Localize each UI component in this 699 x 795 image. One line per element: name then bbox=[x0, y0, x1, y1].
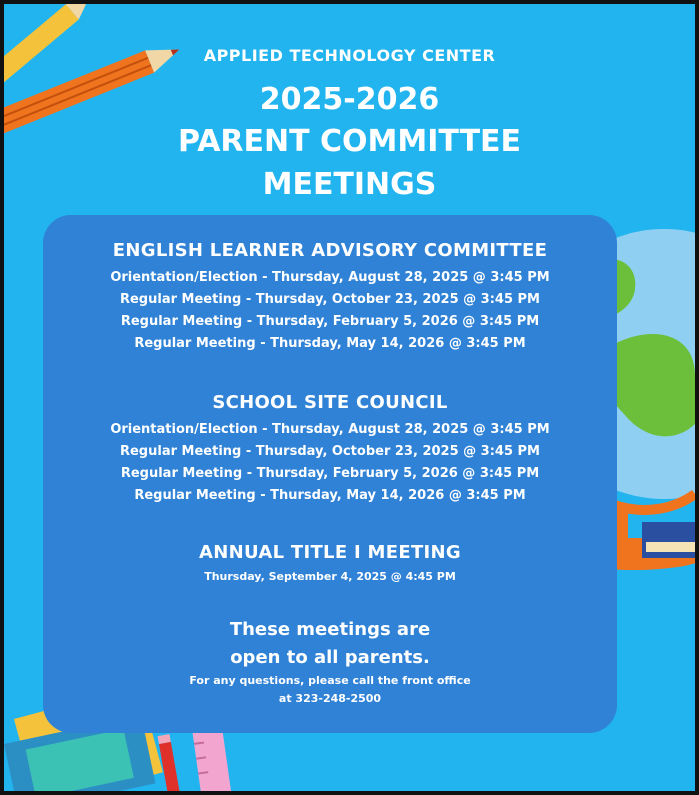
open-notice-line1: These meetings are bbox=[229, 619, 431, 640]
section-heading: SCHOOL SITE COUNCIL bbox=[212, 392, 448, 413]
page-title: PARENT COMMITTEE bbox=[177, 124, 522, 159]
section-heading: ANNUAL TITLE I MEETING bbox=[199, 542, 461, 563]
title-one-section bbox=[43, 542, 617, 585]
meeting-item: Regular Meeting - Thursday, May 14, 2026 @ 3:45 PM bbox=[134, 488, 526, 503]
meeting-item: Regular Meeting - Thursday, February 5, 2026 @ 3:45 PM bbox=[120, 314, 540, 329]
contact-phone: at 323-248-2500 bbox=[278, 692, 382, 705]
meeting-item: Regular Meeting - Thursday, February 5, 2026 @ 3:45 PM bbox=[120, 466, 540, 481]
contact-line1: For any questions, please call the front office bbox=[189, 674, 471, 687]
ssc-section bbox=[43, 392, 617, 507]
section-heading: ENGLISH LEARNER ADVISORY COMMITTEE bbox=[112, 240, 548, 261]
organization-name: APPLIED TECHNOLOGY CENTER bbox=[203, 46, 496, 65]
page-title-continued: MEETINGS bbox=[262, 167, 437, 202]
meeting-item: Thursday, September 4, 2025 @ 4:45 PM bbox=[204, 570, 456, 583]
meeting-item: Orientation/Election - Thursday, August 28, 2025 @ 3:45 PM bbox=[110, 270, 550, 285]
meeting-item: Regular Meeting - Thursday, May 14, 2026 @ 3:45 PM bbox=[134, 336, 526, 351]
open-notice-line2: open to all parents. bbox=[230, 647, 430, 668]
school-year: 2025-2026 bbox=[259, 82, 440, 117]
elac-section bbox=[43, 240, 617, 355]
meeting-item: Regular Meeting - Thursday, October 23, 2025 @ 3:45 PM bbox=[119, 444, 540, 459]
meeting-item: Orientation/Election - Thursday, August 28, 2025 @ 3:45 PM bbox=[110, 422, 550, 437]
meeting-item: Regular Meeting - Thursday, October 23, 2025 @ 3:45 PM bbox=[119, 292, 540, 307]
footer-note bbox=[43, 616, 617, 708]
